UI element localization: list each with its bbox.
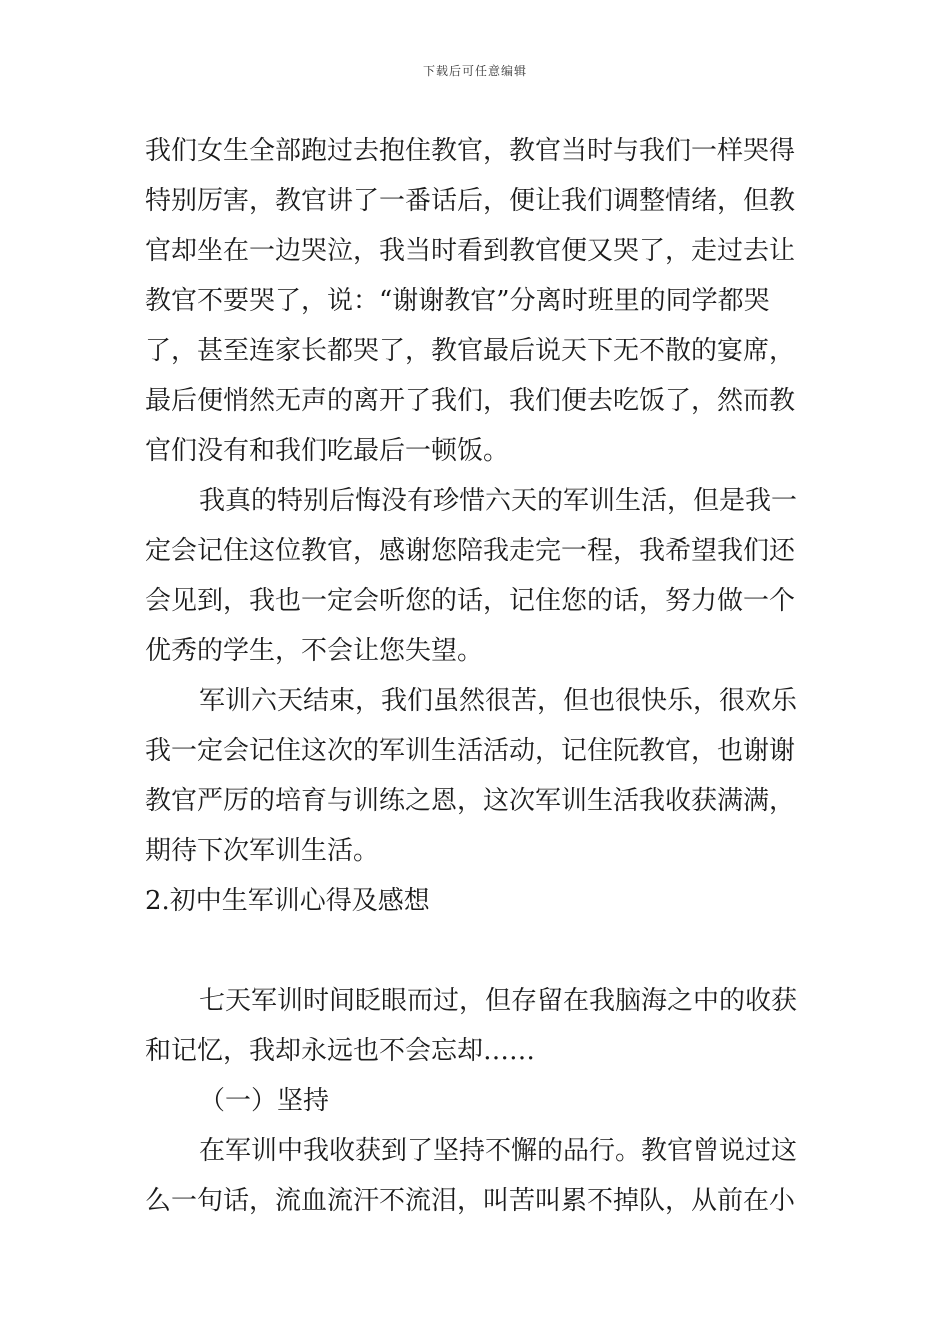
blank-line [145,926,810,976]
subsection-heading: （一）坚持 [199,1086,330,1116]
paragraph-start: 七天军训时间眨眼而过，但存留在我脑海之中的收获 [199,986,798,1016]
text-line: 和记忆，我却永远也不会忘却…… [145,1036,536,1066]
paragraph-start: 我真的特别后悔没有珍惜六天的军训生活，但是我一 [199,486,798,516]
text-line: 么一句话，流血流汗不流泪，叫苦叫累不掉队，从前在小 [145,1186,796,1216]
text-line: 特别厉害，教官讲了一番话后，便让我们调整情绪，但教 [145,186,796,216]
section-heading: 2.初中生军训心得及感想 [145,886,430,916]
paragraph-start: 军训六天结束，我们虽然很苦，但也很快乐，很欢乐 [199,686,798,716]
text-line: 官却坐在一边哭泣，我当时看到教官便又哭了，走过去让 [145,236,796,266]
paragraph-start: 在军训中我收获到了坚持不懈的品行。教官曾说过这 [199,1136,798,1166]
text-line: 会见到，我也一定会听您的话，记住您的话，努力做一个 [145,586,796,616]
text-line: 官们没有和我们吃最后一顿饭。 [145,436,510,466]
text-line: 我们女生全部跑过去抱住教官，教官当时与我们一样哭得 [145,136,796,166]
text-line: 教官不要哭了，说：“谢谢教官”分离时班里的同学都哭 [145,286,770,316]
text-line: 了，甚至连家长都哭了，教官最后说天下无不散的宴席， [145,336,796,366]
page-header: 下载后可任意编辑 [422,64,527,78]
text-line: 期待下次军训生活。 [145,836,380,866]
text-line: 教官严厉的培育与训练之恩，这次军训生活我收获满满， [145,786,796,816]
text-line: 优秀的学生，不会让您失望。 [145,636,484,666]
document-body [145,126,810,1226]
text-line: 我一定会记住这次的军训生活活动，记住阮教官，也谢谢 [145,736,796,766]
text-line: 最后便悄然无声的离开了我们，我们便去吃饭了，然而教 [145,386,796,416]
text-line: 定会记住这位教官，感谢您陪我走完一程，我希望我们还 [145,536,796,566]
